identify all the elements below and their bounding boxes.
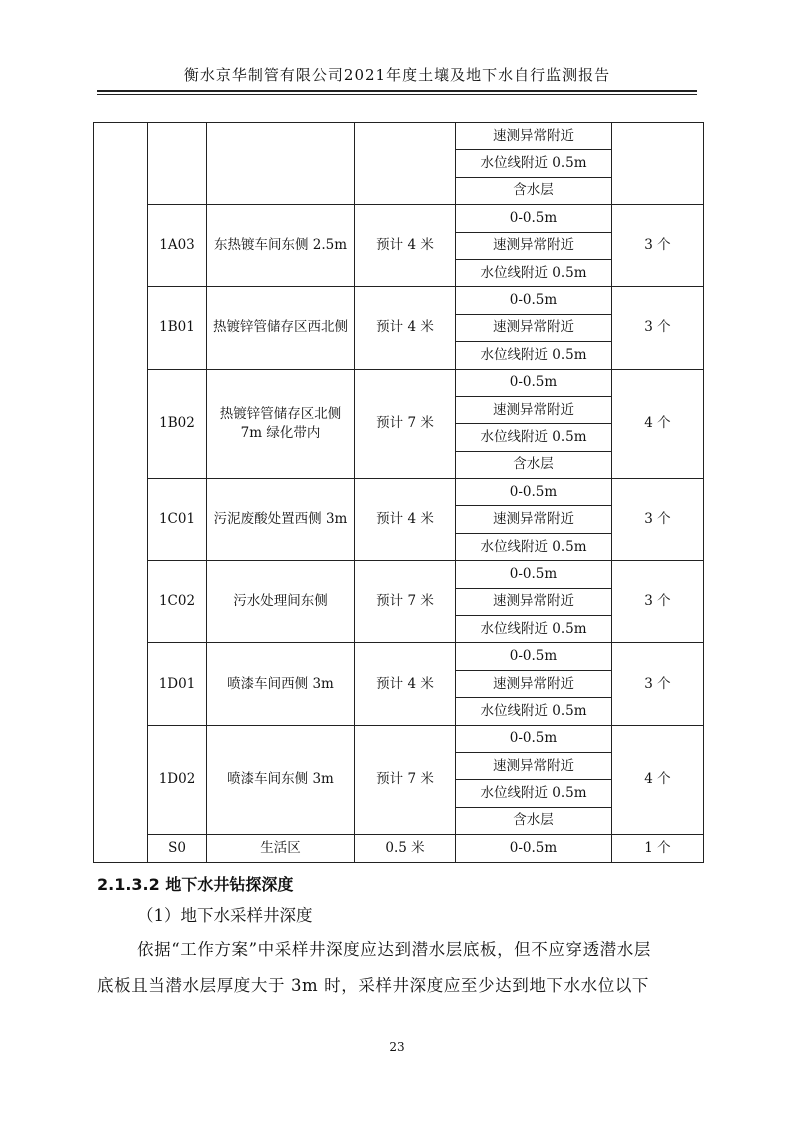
table-row: [94, 287, 704, 314]
sample-depth-cell: 速测异常附近: [456, 396, 612, 423]
point-id-cell: 1D01: [148, 643, 207, 725]
table-row: [94, 205, 704, 232]
table-row: [94, 369, 704, 396]
paragraph-line: 底板且当潜水层厚度大于 3m 时，采样井深度应至少达到地下水水位以下: [97, 976, 650, 995]
sample-depth-cell: 速测异常附近: [456, 232, 612, 259]
sample-count-cell: 1 个: [612, 835, 704, 862]
location-cell: 喷漆车间西侧 3m: [207, 643, 355, 725]
sample-depth-cell: 水位线附近 0.5m: [456, 424, 612, 451]
sample-depth-cell: 含水层: [456, 451, 612, 478]
drill-depth-cell: 预计 7 米: [355, 369, 456, 479]
sample-depth-cell: 水位线附近 0.5m: [456, 342, 612, 369]
point-id-cell: 1B01: [148, 287, 207, 369]
location-cell: 热镀锌管储存区北侧 7m 绿化带内: [207, 369, 355, 479]
sample-depth-cell: 水位线附近 0.5m: [456, 780, 612, 807]
sample-count-cell: 3 个: [612, 205, 704, 287]
location-cell: 污水处理间东侧: [207, 561, 355, 643]
sample-depth-cell: 速测异常附近: [456, 752, 612, 779]
drill-depth-cell: 预计 4 米: [355, 643, 456, 725]
paragraph-line: 依据“工作方案”中采样井深度应达到潜水层底板，但不应穿透潜水层: [137, 940, 651, 959]
sample-depth-cell: 0-0.5m: [456, 287, 612, 314]
table-row: [94, 479, 704, 506]
sample-depth-cell: 速测异常附近: [456, 123, 612, 150]
sample-depth-cell: 水位线附近 0.5m: [456, 533, 612, 560]
location-cell: 喷漆车间东侧 3m: [207, 725, 355, 835]
header-rule-thin: [97, 94, 697, 95]
sample-count-cell: 4 个: [612, 725, 704, 835]
location-cell: 污泥废酸处置西侧 3m: [207, 479, 355, 561]
point-id-cell: [148, 123, 207, 205]
point-id-cell: 1A03: [148, 205, 207, 287]
sample-depth-cell: 0-0.5m: [456, 205, 612, 232]
sample-count-cell: 3 个: [612, 287, 704, 369]
section-title: 2.1.3.2 地下水井钻探深度: [97, 875, 294, 894]
drill-depth-cell: 预计 4 米: [355, 205, 456, 287]
first-column-cell: [94, 123, 148, 863]
table-row: [94, 835, 704, 862]
location-cell: 热镀锌管储存区西北侧: [207, 287, 355, 369]
location-cell: 生活区: [207, 835, 355, 862]
sample-count-cell: 3 个: [612, 561, 704, 643]
drill-depth-cell: 预计 4 米: [355, 287, 456, 369]
table-row: [94, 725, 704, 752]
sample-depth-cell: 含水层: [456, 807, 612, 834]
point-id-cell: 1B02: [148, 369, 207, 479]
sample-depth-cell: 水位线附近 0.5m: [456, 259, 612, 286]
sample-depth-cell: 0-0.5m: [456, 561, 612, 588]
sample-count-cell: [612, 123, 704, 205]
sample-depth-cell: 水位线附近 0.5m: [456, 150, 612, 177]
sample-depth-cell: 速测异常附近: [456, 670, 612, 697]
drill-depth-cell: 预计 7 米: [355, 561, 456, 643]
point-id-cell: 1C01: [148, 479, 207, 561]
drill-depth-cell: 预计 7 米: [355, 725, 456, 835]
table-row: [94, 643, 704, 670]
page-number: 23: [389, 1040, 405, 1054]
sample-depth-cell: 0-0.5m: [456, 479, 612, 506]
location-cell: [207, 123, 355, 205]
sample-depth-cell: 0-0.5m: [456, 369, 612, 396]
sample-depth-cell: 水位线附近 0.5m: [456, 616, 612, 643]
subsection-heading: （1）地下水采样井深度: [137, 906, 313, 925]
sample-depth-cell: 速测异常附近: [456, 314, 612, 341]
sample-count-cell: 3 个: [612, 479, 704, 561]
sample-depth-cell: 水位线附近 0.5m: [456, 698, 612, 725]
point-id-cell: 1C02: [148, 561, 207, 643]
table-row: [94, 561, 704, 588]
sample-depth-cell: 0-0.5m: [456, 643, 612, 670]
header-rule-thick: [97, 90, 697, 92]
sample-count-cell: 4 个: [612, 369, 704, 479]
sampling-table: [93, 122, 704, 863]
point-id-cell: S0: [148, 835, 207, 862]
location-cell: 东热镀车间东侧 2.5m: [207, 205, 355, 287]
table-row: [94, 123, 704, 150]
sample-depth-cell: 0-0.5m: [456, 725, 612, 752]
drill-depth-cell: [355, 123, 456, 205]
sample-depth-cell: 速测异常附近: [456, 506, 612, 533]
sample-count-cell: 3 个: [612, 643, 704, 725]
drill-depth-cell: 预计 4 米: [355, 479, 456, 561]
document-header: 衡水京华制管有限公司2021年度土壤及地下水自行监测报告: [183, 66, 611, 84]
sample-depth-cell: 速测异常附近: [456, 588, 612, 615]
point-id-cell: 1D02: [148, 725, 207, 835]
sample-depth-cell: 含水层: [456, 177, 612, 204]
sample-depth-cell: 0-0.5m: [456, 835, 612, 862]
drill-depth-cell: 0.5 米: [355, 835, 456, 862]
